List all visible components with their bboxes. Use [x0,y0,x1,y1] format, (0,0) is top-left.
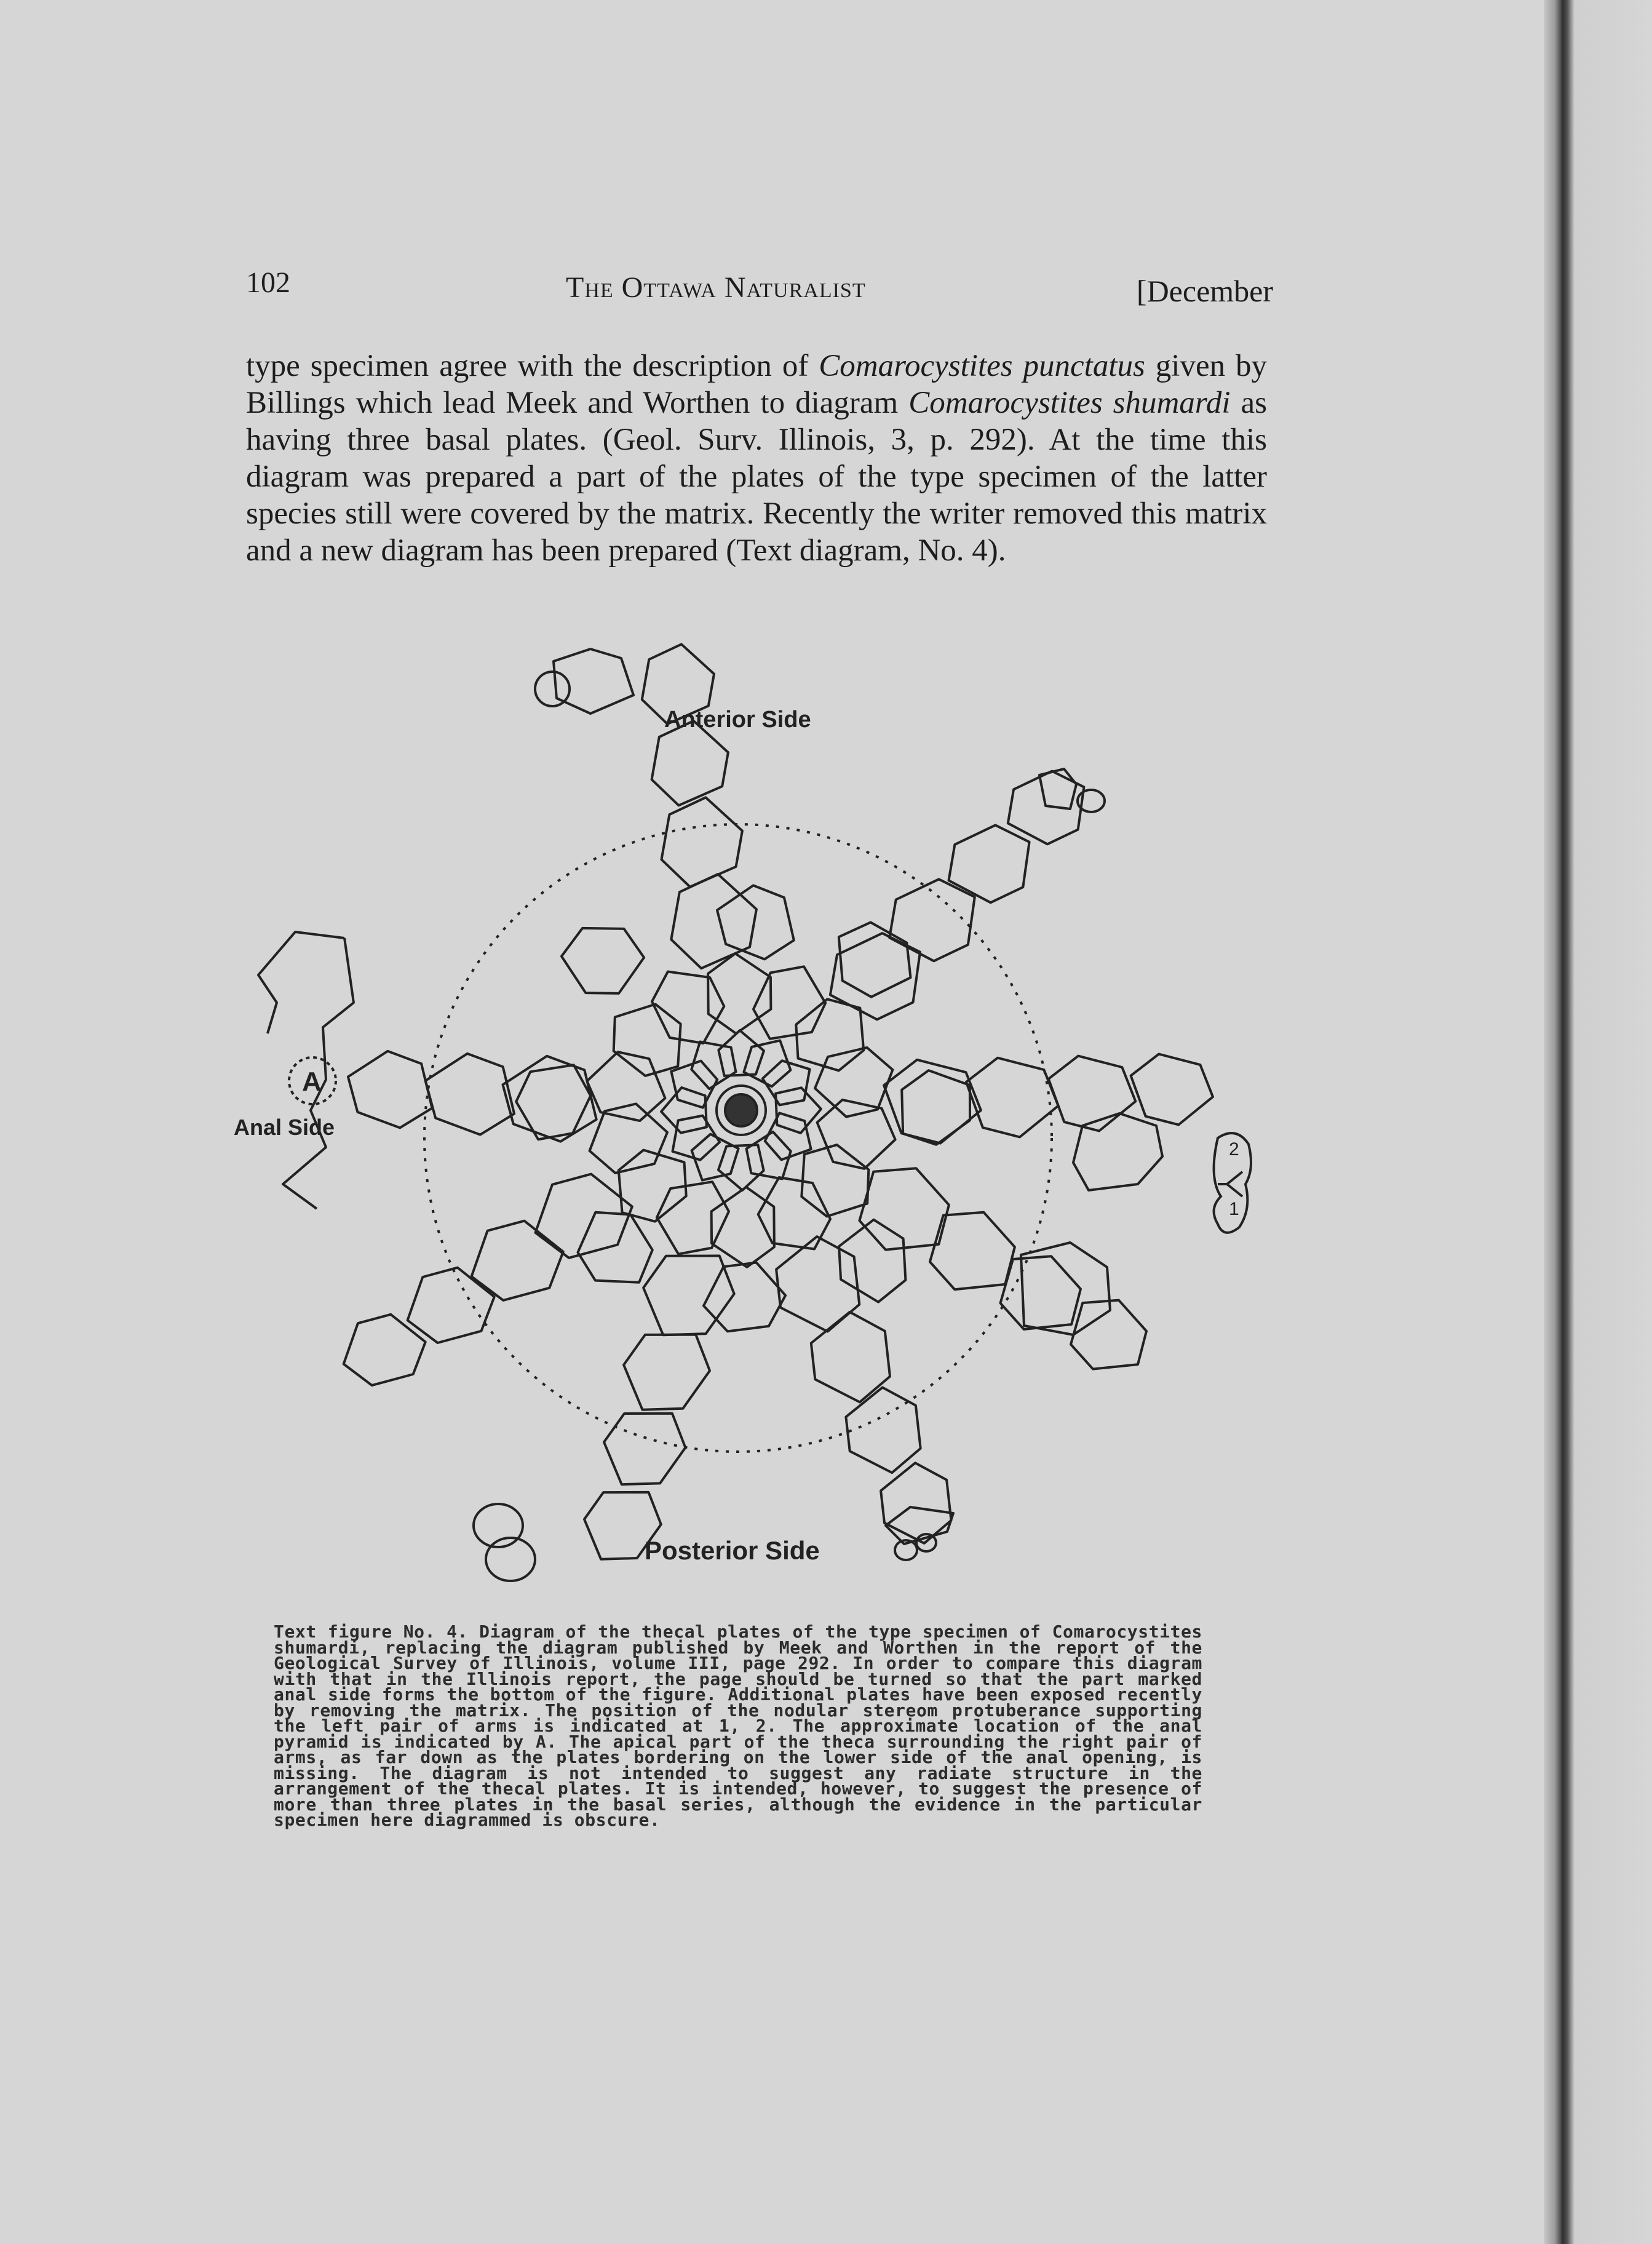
plate [801,1145,868,1216]
plate [1001,1256,1081,1329]
plate [717,885,794,959]
species-name: Comarocystites punctatus [819,349,1145,383]
plate [839,1220,905,1302]
plate [652,721,728,805]
plate [902,1070,970,1145]
plate [1008,771,1084,845]
plate [692,1134,739,1180]
anal-pyramid-label: A [302,1067,322,1097]
plate [624,1335,710,1410]
plate [408,1268,494,1343]
plate [1131,1054,1213,1125]
plate [811,1312,890,1403]
body-paragraph [246,348,1267,569]
plate [859,1168,949,1249]
plate [562,928,644,993]
plate [691,1042,736,1089]
plate [662,797,742,886]
plate [718,1145,764,1190]
plate [796,999,864,1070]
plate [661,1088,707,1133]
plate [671,1061,717,1108]
plate [1073,1113,1162,1190]
plate [966,1058,1058,1137]
plate-edge [258,932,344,1033]
plate [578,1212,653,1283]
plate [753,966,825,1039]
plate [604,1414,685,1485]
plate [348,1051,432,1128]
body-text-run: given by Billings which lead Meek and Worthen to diagram [246,349,1267,420]
facing-page-edge [1562,0,1652,2244]
plate [671,874,757,968]
plate [619,1150,686,1222]
journal-title: The Ottawa Naturalist [566,271,866,304]
central-opening [725,1094,757,1126]
plate [657,1182,729,1254]
issue-month: [December [1136,274,1273,308]
plate [718,1030,764,1076]
plate [765,1113,811,1160]
species-name: Comarocystites shumardi [908,386,1231,420]
plate [744,1040,790,1086]
page-gutter [1544,0,1562,2244]
plate [1049,1056,1136,1131]
plate [673,1116,720,1160]
plate [889,879,975,961]
body-text-run: as having three basal plates. (Geol. Surv. Illinois, 3, p. 292). At the time this diagram was prepared a part of the plates of the type specimen of the latter species still were covered by the matrix. Recently the writer removed this matrix and a new diagram has been prepared (Text diagram, No. 4). [246,386,1268,568]
thecal-outline [424,824,1052,1452]
running-header [246,266,1273,321]
plate [554,649,633,714]
anterior-side-label: Anterior Side [664,707,811,733]
page-number: 102 [246,266,290,299]
plate [776,1088,821,1133]
body-text-run: type specimen agree with the description of [246,349,819,383]
caption-text: Text figure No. 4. Diagram of the thecal plates of the type specimen of Comarocystites shumardi, replacing the diagram published by Meek and Worthen in the report of the Geological Survey of Illinois, volume III, page 292. In order to compare this diagram with that in the Illinois report, the page should be turned so that the part marked anal side forms the bottom of the figure. Additional plates have been exposed recently by removing the matrix. The position of the nodular stereom protuberance supporting the left pair of arms is indicated at 1, 2. The approximate location of the anal pyramid is indicated by A. The apical part of the theca surrounding the right pair of arms, as far down as the plates bordering on the lower side of the anal opening, is missing. The diagram is not intended to suggest any radiate structure in the arrangement of the thecal plates. It is intended, however, to suggest the presence of more than three plates in the basal series, although the evidence in the particular specimen here diagrammed is obscure. [274,1621,1202,1830]
mark-label-2: 2 [1229,1139,1239,1160]
mark-label-1: 1 [1229,1199,1239,1219]
plate [763,1060,810,1105]
plate [426,1054,514,1135]
plate [747,1132,791,1179]
plate [614,1005,681,1076]
plate [930,1212,1015,1290]
figure-caption [274,1621,1202,1830]
plate [886,1507,953,1544]
anal-side-label: Anal Side [234,1115,335,1140]
plate [652,972,724,1044]
plate [535,672,570,706]
plate [536,1174,632,1258]
plate [839,922,911,997]
posterior-side-label: Posterior Side [645,1536,820,1565]
thecal-plates-diagram [228,640,1273,1605]
